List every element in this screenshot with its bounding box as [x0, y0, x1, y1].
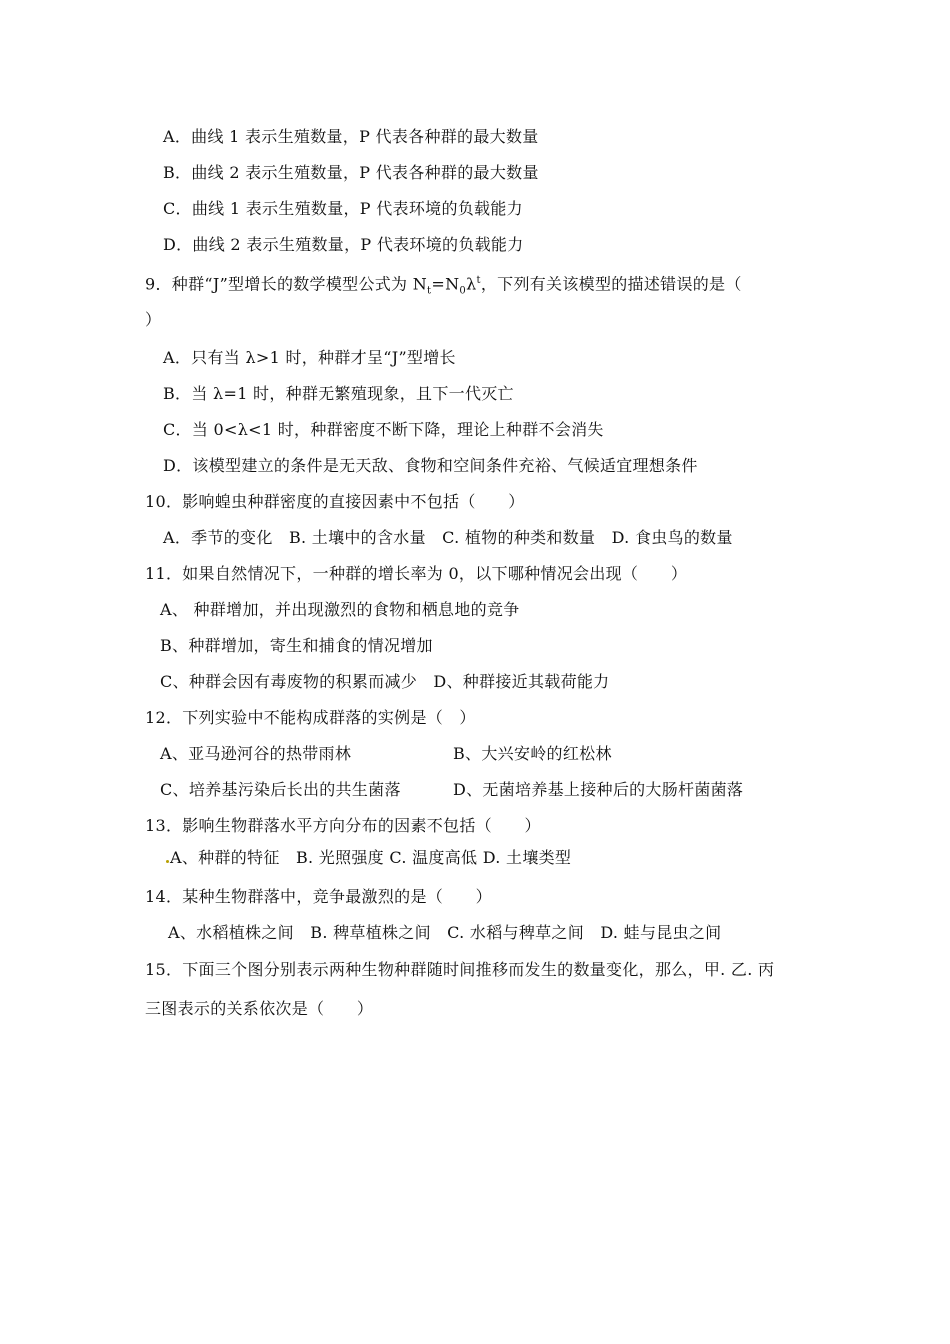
q12-option-d: D、无菌培养基上接种后的大肠杆菌菌落 [453, 780, 744, 799]
q11-option-cd: C、种群会因有毒废物的积累而减少 D、种群接近其载荷能力 [160, 672, 610, 691]
q11-stem: 11．如果自然情况下，一种群的增长率为 0，以下哪种情况会出现（ ） [145, 564, 688, 583]
q10-stem: 10．影响蝗虫种群密度的直接因素中不包括（ ） [145, 492, 525, 511]
q12-option-c: C、培养基污染后长出的共生菌落 [160, 780, 401, 799]
q13-stem: 13．影响生物群落水平方向分布的因素不包括（ ） [145, 816, 541, 835]
q9-stem-part: 9．种群“J”型增长的数学模型公式为 N [145, 274, 428, 294]
q9-stem-part: ，下列有关该模型的描述错误的是（ [480, 274, 742, 294]
q9-option-c: C．当 0<λ<1 时，种群密度不断下降，理论上种群不会消失 [163, 420, 604, 439]
q11-option-a: A、 种群增加，并出现激烈的食物和栖息地的竞争 [160, 600, 520, 619]
q8-option-c: C．曲线 1 表示生殖数量，P 代表环境的负载能力 [163, 199, 523, 218]
q12-option-b: B、大兴安岭的红松林 [453, 744, 612, 763]
q9-stem-part: =N [431, 274, 460, 294]
q12-option-a: A、亚马逊河谷的热带雨林 [160, 744, 352, 763]
q9-lambda: λ [466, 274, 477, 294]
q15-stem-line2: 三图表示的关系依次是（ ） [145, 999, 374, 1018]
q14-stem: 14．某种生物群落中，竞争最激烈的是（ ） [145, 887, 492, 906]
q8-option-b: B．曲线 2 表示生殖数量，P 代表各种群的最大数量 [163, 163, 539, 182]
stray-mark [166, 860, 169, 863]
q9-option-b: B．当 λ=1 时，种群无繁殖现象，且下一代灭亡 [163, 384, 514, 403]
q8-option-d: D．曲线 2 表示生殖数量，P 代表环境的负载能力 [163, 235, 524, 254]
q9-superscript-t: t [476, 275, 481, 286]
q9-option-d: D．该模型建立的条件是无天敌、食物和空间条件充裕、气候适宜理想条件 [163, 456, 698, 475]
q11-option-b: B、种群增加，寄生和捕食的情况增加 [160, 636, 433, 655]
q9-stem-continued: ） [145, 310, 162, 329]
q9-subscript-0: 0 [459, 285, 467, 297]
q15-stem-line1: 15．下面三个图分别表示两种生物种群随时间推移而发生的数量变化，那么，甲. 乙. 丙 [145, 960, 775, 979]
q10-options: A．季节的变化 B. 土壤中的含水量 C. 植物的种类和数量 D. 食虫鸟的数量 [163, 528, 733, 547]
q13-options: A、种群的特征 B. 光照强度 C. 温度高低 D. 土壤类型 [170, 848, 572, 867]
q9-option-a: A．只有当 λ>1 时，种群才呈“J”型增长 [163, 348, 456, 367]
q12-stem: 12．下列实验中不能构成群落的实例是（ ） [145, 708, 476, 727]
q8-option-a: A．曲线 1 表示生殖数量，P 代表各种群的最大数量 [163, 127, 539, 146]
q9-stem [145, 270, 742, 303]
q9-subscript-t: t [427, 285, 432, 297]
q14-options: A、水稻植株之间 B. 稗草植株之间 C. 水稻与稗草之间 D. 蛙与昆虫之间 [168, 923, 722, 942]
